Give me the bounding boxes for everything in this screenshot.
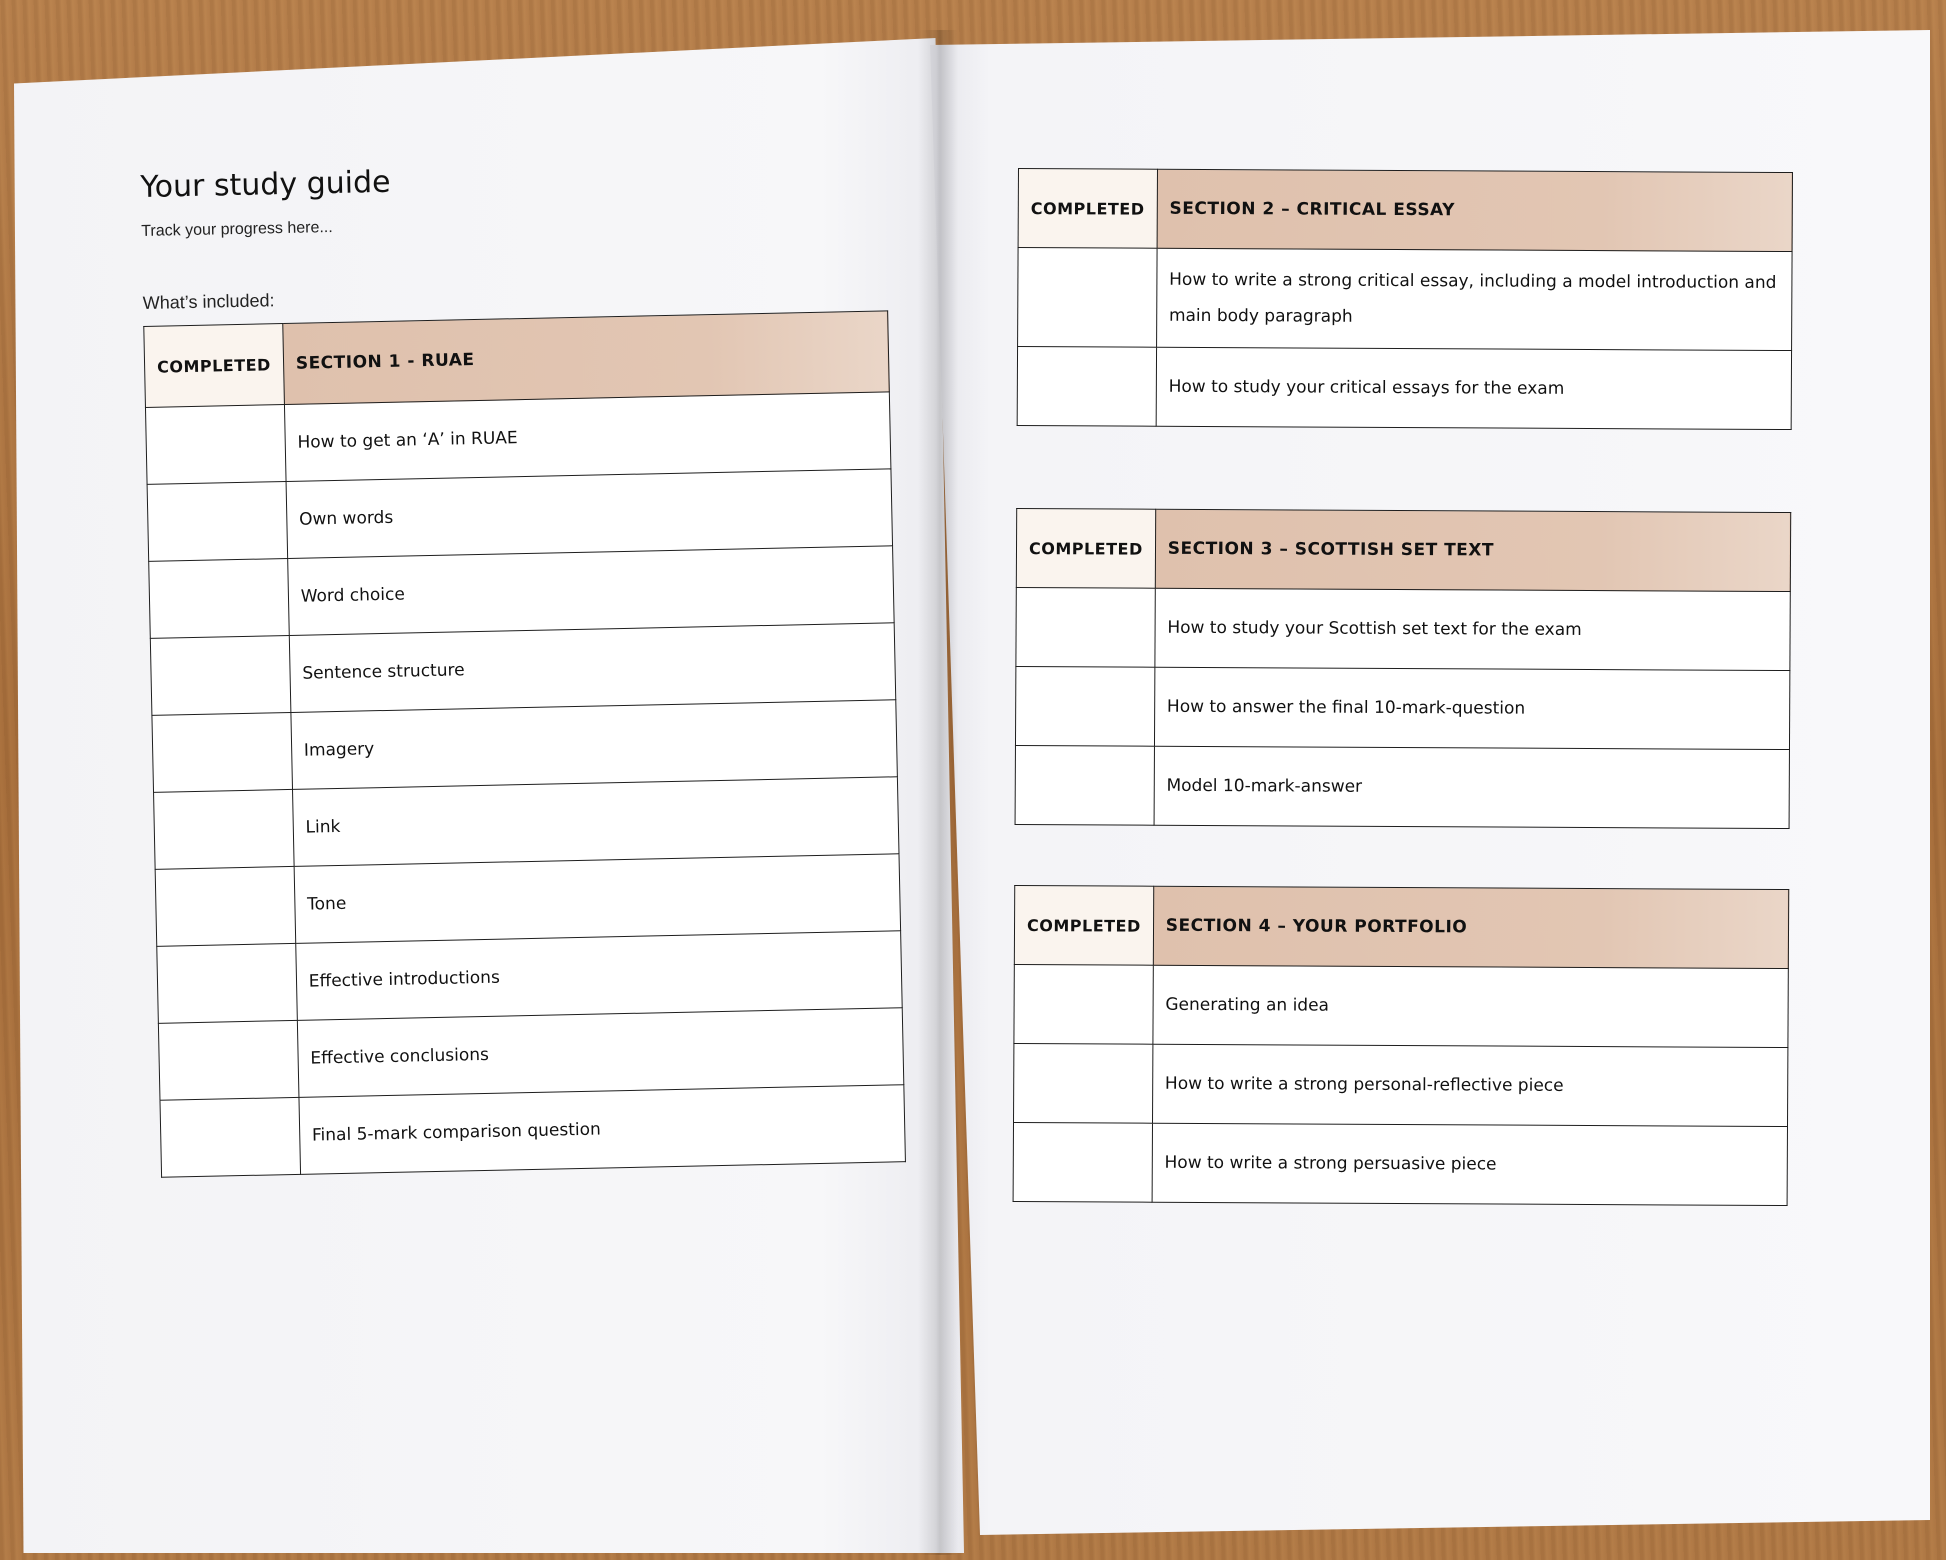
completed-checkbox-cell[interactable] [1017,347,1156,427]
completed-checkbox-cell[interactable] [1015,745,1154,825]
section-4-title: SECTION 4 – YOUR PORTFOLIO [1153,886,1789,968]
section-item: Own words [286,469,893,559]
completed-checkbox-cell[interactable] [147,482,287,562]
section-item: Tone [294,854,901,944]
table-row [1017,347,1791,430]
completed-column-header: COMPLETED [1014,885,1153,965]
completed-checkbox-cell[interactable] [154,789,294,869]
section-3-table [1015,508,1792,829]
completed-checkbox-cell[interactable] [160,1097,300,1177]
section-2-table [1017,168,1793,430]
section-2-header-row [1018,169,1792,252]
section-item: Generating an idea [1153,965,1789,1047]
section-item: Imagery [291,700,898,790]
section-item: Effective conclusions [297,1008,904,1098]
table-row [1013,1122,1787,1205]
section-item: How to study your Scottish set text for the exam [1155,588,1791,670]
completed-column-header: COMPLETED [1016,508,1155,588]
section-item: How to study your critical essays for the exam [1156,347,1792,429]
completed-checkbox-cell[interactable] [145,405,285,485]
table-row [160,1085,905,1178]
section-1-title: SECTION 1 - RUAE [282,311,889,405]
section-item: How to write a strong persuasive piece [1152,1123,1788,1205]
table-row [1015,745,1789,828]
section-1-table [143,310,906,1177]
completed-checkbox-cell[interactable] [1013,1122,1152,1202]
page-subtitle: Track your progress here... [141,218,333,240]
table-row [1015,666,1789,749]
section-item: Word choice [287,546,894,636]
section-item: Effective introductions [295,931,902,1021]
right-page-content [1013,168,1793,1206]
completed-column-header: COMPLETED [1018,169,1157,249]
section-item: How to write a strong critical essay, including a model introduction and main body paragraph [1156,248,1792,350]
section-2-title: SECTION 2 – CRITICAL ESSAY [1157,169,1793,251]
completed-checkbox-cell[interactable] [150,635,290,715]
included-label: What’s included: [142,290,275,313]
section-item: Model 10-mark-answer [1154,746,1790,828]
completed-checkbox-cell[interactable] [149,558,289,638]
section-item: How to answer the final 10-mark-question [1154,667,1790,749]
completed-checkbox-cell[interactable] [1014,964,1153,1044]
section-4-header-row [1014,885,1788,968]
completed-checkbox-cell[interactable] [1016,587,1155,667]
completed-column-header: COMPLETED [144,324,284,408]
completed-checkbox-cell[interactable] [1015,666,1154,746]
section-item: Sentence structure [289,623,896,713]
table-row [1014,964,1788,1047]
page-title: Your study guide [140,164,391,205]
completed-checkbox-cell[interactable] [1018,248,1157,348]
section-4-table [1013,885,1790,1206]
section-item: How to get an ‘A’ in RUAE [284,392,891,482]
completed-checkbox-cell[interactable] [158,1020,298,1100]
completed-checkbox-cell[interactable] [152,712,292,792]
section-item: Final 5-mark comparison question [299,1085,906,1175]
section-item: Link [292,777,899,867]
table-row [1014,1043,1788,1126]
completed-checkbox-cell[interactable] [157,943,297,1023]
table-row [1018,248,1793,351]
left-page-content [140,154,941,1178]
section-3-title: SECTION 3 – SCOTTISH SET TEXT [1155,509,1791,591]
table-row [1016,587,1790,670]
section-1-header-row [144,311,890,408]
completed-checkbox-cell[interactable] [155,866,295,946]
completed-checkbox-cell[interactable] [1014,1043,1153,1123]
section-3-header-row [1016,508,1790,591]
section-item: How to write a strong personal-reflective piece [1152,1044,1788,1126]
